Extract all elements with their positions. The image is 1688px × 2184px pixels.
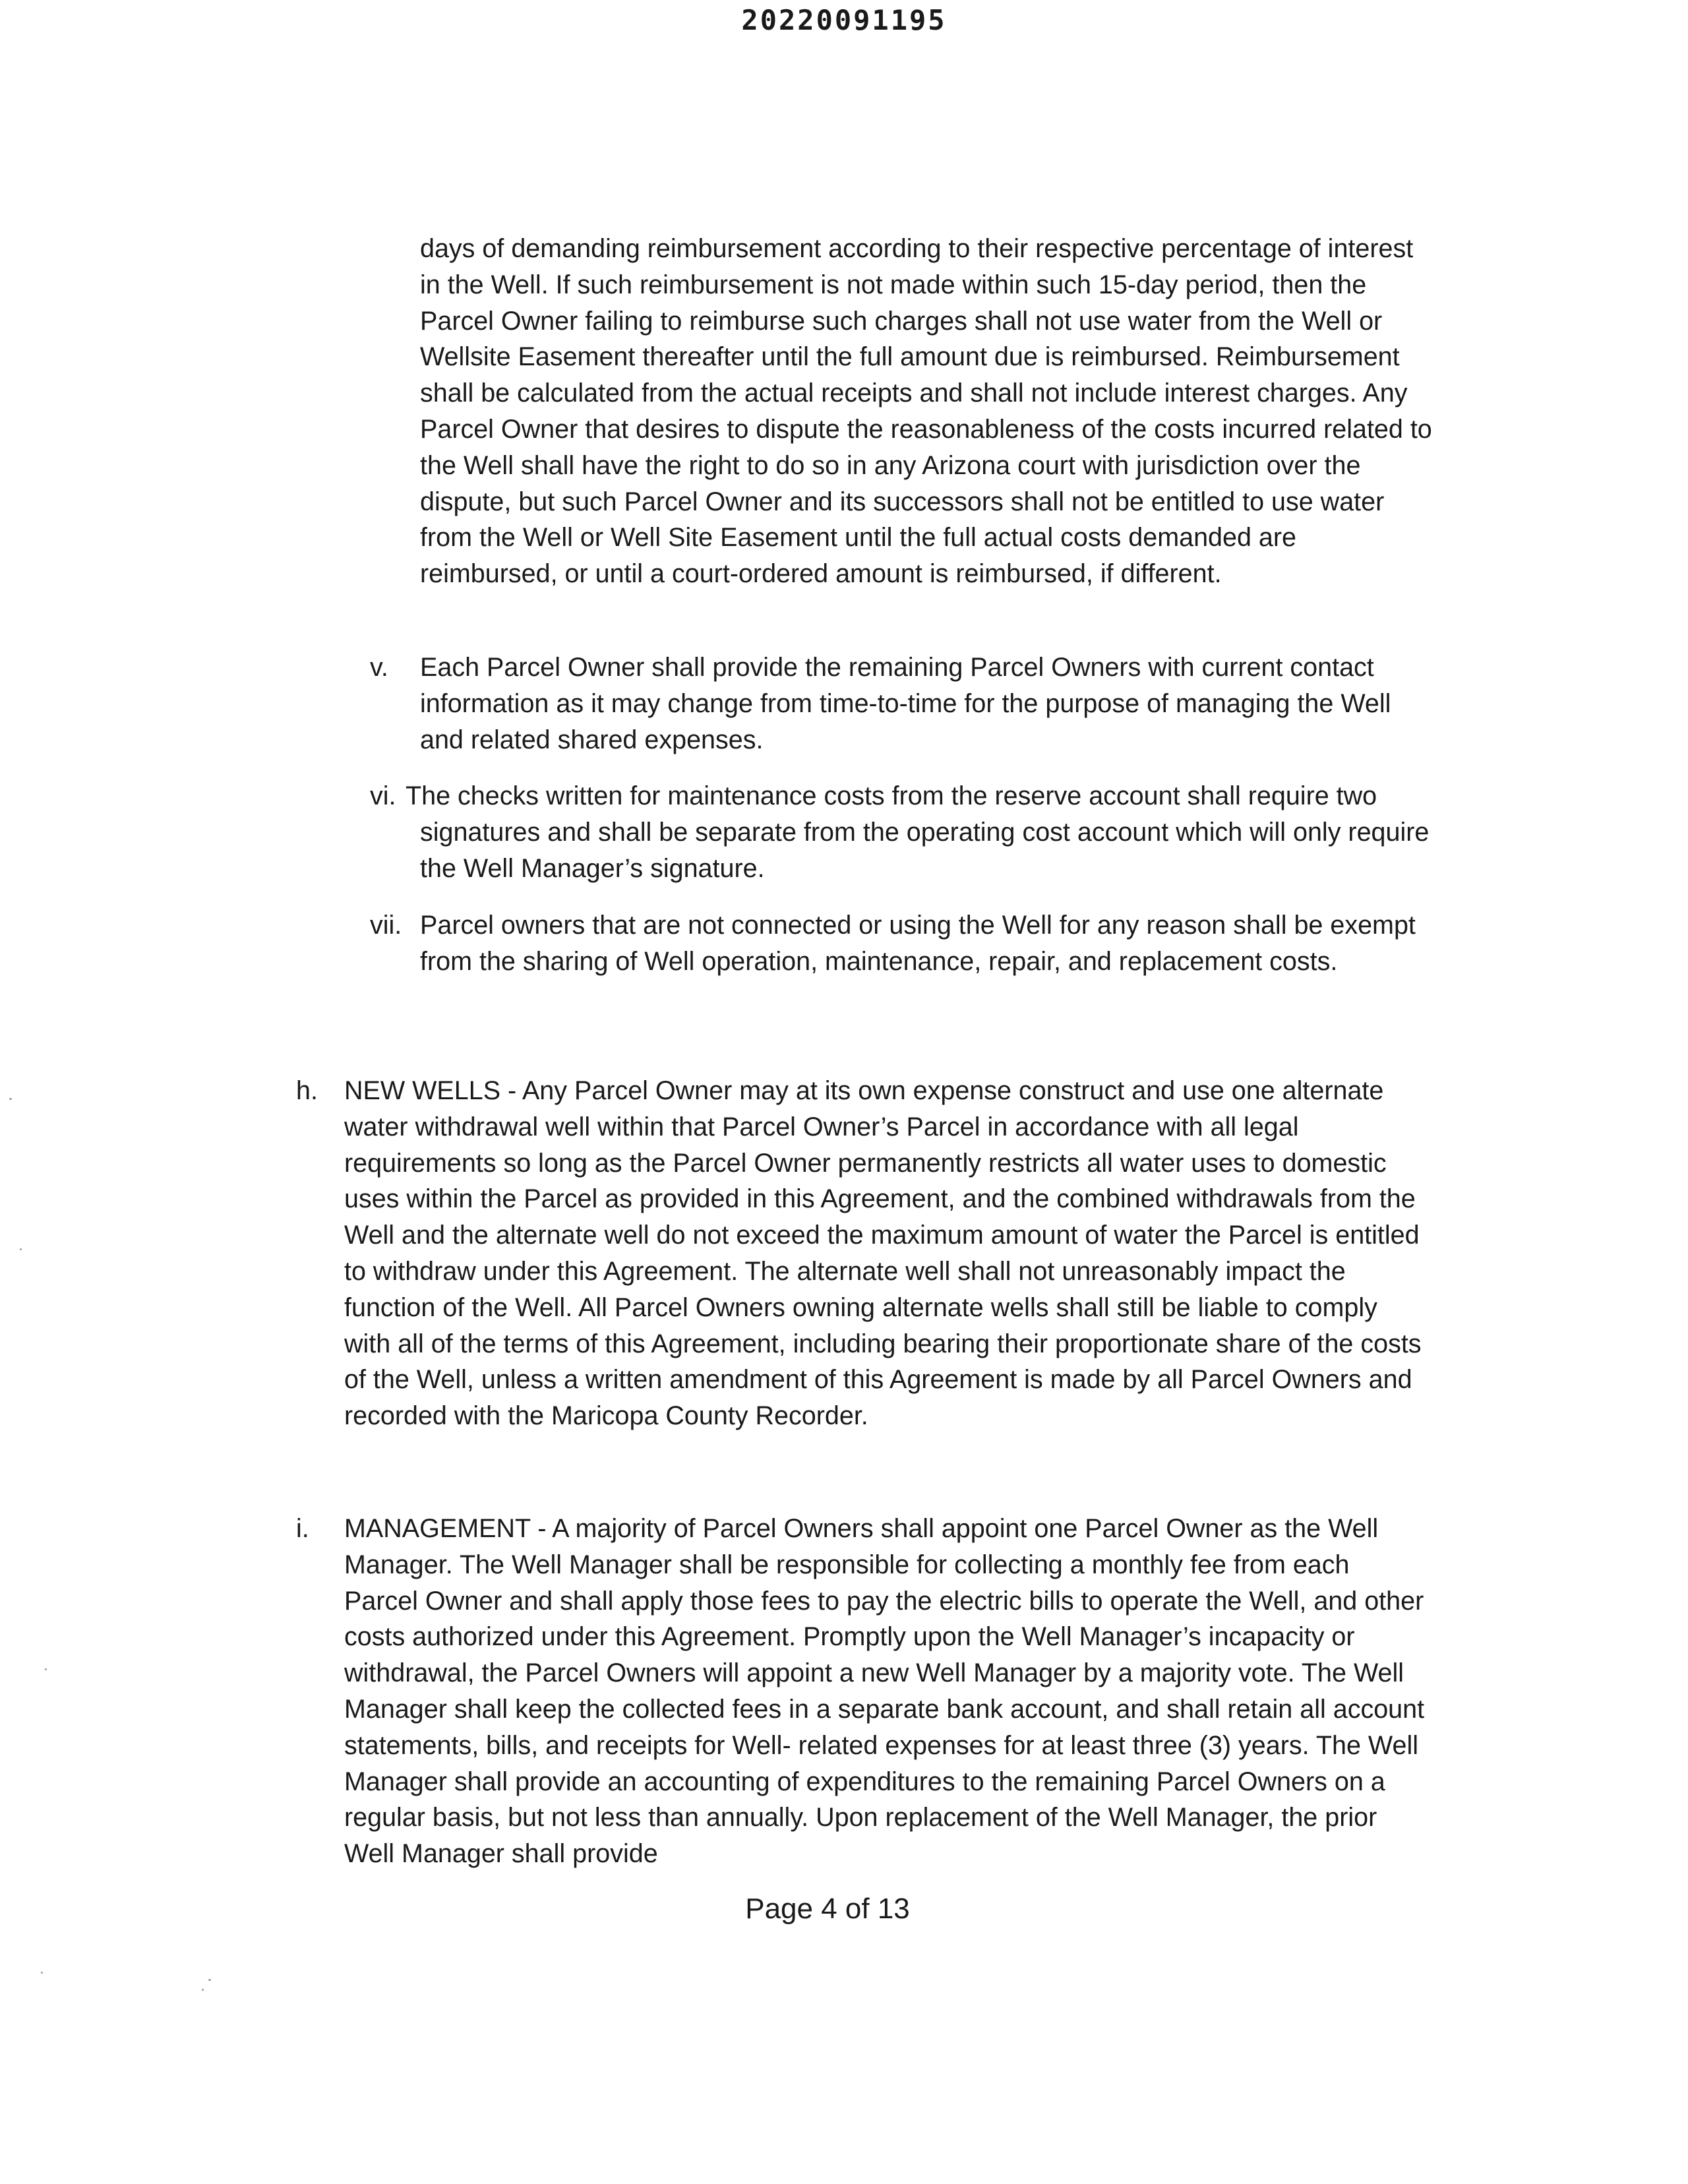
subitem-marker: vii.	[370, 911, 402, 940]
subitem-marker: vi.	[370, 781, 396, 810]
section-text: MANAGEMENT - A majority of Parcel Owners shall appoint one Parcel Owner as the Well Manager. The Well Manager shall be responsible for collecting a monthly fee from each Parcel Owner and shall apply those fees to pay the electric bills to operate the Well, and other costs authorized under this Agreement. Promptly upon the Well Manager’s incapacity or withdrawal, the Parcel Owners will appoint a new Well Manager by a majority vote. The Well Manager shall keep the collected fees in a separate bank account, and shall retain all account statements, bills, and receipts for Well- related expenses for at least three (3) years. The Well Manager shall provide an accounting of expenditures to the remaining Parcel Owners on a regular basis, but not less than annually. Upon replacement of the Well Manager, the prior Well Manager shall provide	[344, 1514, 1425, 1869]
section-marker: i.	[296, 1514, 309, 1543]
scan-speck	[9, 1098, 12, 1100]
scan-speck	[45, 1668, 47, 1670]
scan-speck	[20, 1248, 22, 1250]
recording-number: 20220091195	[741, 4, 947, 36]
continuation-paragraph: days of demanding reimbursement according to their respective percentage of interest in the Well. If such reimbursement is not made within such 15-day period, then the Parcel Owner failing to reimburse such charges shall not use water from the Well or Wellsite Easement thereafter until the full amount due is reimbursed. Reimbursement shall be calculated from the actual receipts and shall not include interest charges. Any Parcel Owner that desires to dispute the reasonableness of the costs incurred related to the Well shall have the right to do so in any Arizona court with jurisdiction over the dispute, but such Parcel Owner and its successors shall not be entitled to use water from the Well or Well Site Easement until the full actual costs demanded are reimbursed, or until a court-ordered amount is reimbursed, if different.	[420, 234, 1432, 589]
subitem-text: The checks written for maintenance costs from the reserve account shall require two signatures and shall be separate from the operating cost account which will only require the Well Manager’s signature.	[406, 781, 1430, 883]
section-text: NEW WELLS - Any Parcel Owner may at its own expense construct and use one alternate water withdrawal well within that Parcel Owner’s Parcel in accordance with all legal requirements so long as the Parcel Owner permanently restricts all water uses to domestic uses within the Parcel as provided in this Agreement, and the combined withdrawals from the Well and the alternate well do not exceed the maximum amount of water the Parcel is entitled to withdraw under this Agreement. The alternate well shall not unreasonably impact the function of the Well. All Parcel Owners owning alternate wells shall still be liable to comply with all of the terms of this Agreement, including bearing their proportionate share of the costs of the Well, unless a written amendment of this Agreement is made by all Parcel Owners and recorded with the Maricopa County Recorder.	[344, 1076, 1422, 1431]
subitem-text: Each Parcel Owner shall provide the remaining Parcel Owners with current contact information as it may change from time-to-time for the purpose of managing the Well and related shared expenses.	[420, 653, 1391, 754]
section-marker: h.	[296, 1076, 318, 1105]
scan-speck	[41, 1972, 43, 1974]
scan-speck	[208, 1979, 211, 1981]
page-number: Page 4 of 13	[745, 1893, 910, 1925]
subitem-marker: v.	[370, 653, 388, 682]
subitem-text: Parcel owners that are not connected or using the Well for any reason shall be exempt from the sharing of Well operation, maintenance, repair, and replacement costs.	[420, 911, 1416, 976]
scan-speck	[202, 1989, 204, 1991]
